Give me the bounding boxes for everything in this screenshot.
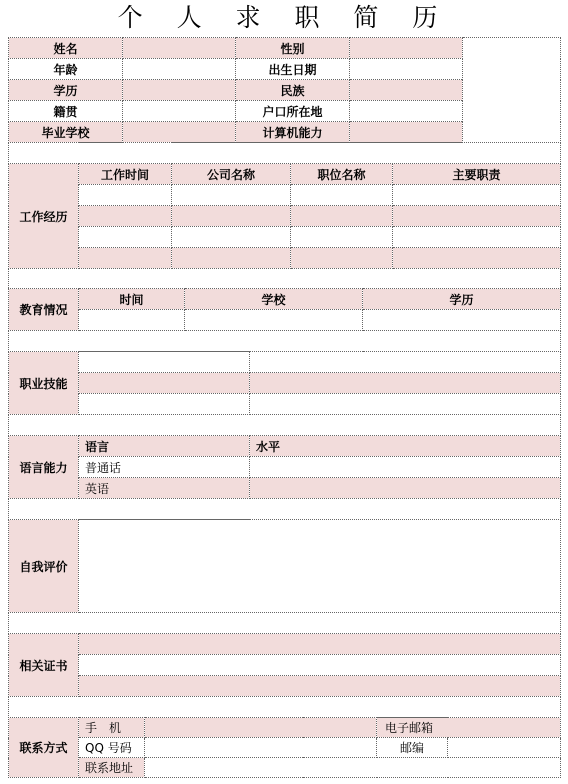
edu-section-label: 教育情况 bbox=[9, 289, 79, 331]
skill-cell[interactable] bbox=[79, 394, 250, 415]
spacer-row bbox=[9, 269, 561, 290]
skill-cell[interactable] bbox=[79, 373, 250, 394]
work-cell[interactable] bbox=[291, 206, 393, 227]
work-cell[interactable] bbox=[79, 185, 172, 206]
photo-cell[interactable] bbox=[463, 38, 561, 143]
address-value[interactable] bbox=[145, 758, 561, 778]
phone-label: 手 机 bbox=[79, 718, 145, 738]
edu-cell[interactable] bbox=[79, 310, 185, 331]
birth-value[interactable] bbox=[350, 59, 463, 80]
lang-header-language: 语言 bbox=[79, 436, 250, 457]
lang-english-level[interactable] bbox=[250, 478, 561, 499]
zip-label: 邮编 bbox=[377, 738, 448, 758]
gender-label: 性别 bbox=[236, 38, 350, 59]
spacer-row bbox=[9, 499, 561, 520]
school-value[interactable] bbox=[123, 122, 236, 143]
lang-header-level: 水平 bbox=[250, 436, 561, 457]
work-cell[interactable] bbox=[172, 248, 291, 269]
basic-info-table bbox=[8, 37, 561, 143]
lang-mandarin-level[interactable] bbox=[250, 457, 561, 478]
work-cell[interactable] bbox=[79, 227, 172, 248]
work-cell[interactable] bbox=[393, 185, 561, 206]
name-label: 姓名 bbox=[9, 38, 123, 59]
zip-value[interactable] bbox=[448, 738, 561, 758]
education-label: 学历 bbox=[9, 80, 123, 101]
skills-table bbox=[8, 351, 561, 436]
cert-cell[interactable] bbox=[79, 655, 561, 676]
spacer-row bbox=[9, 415, 561, 436]
phone-value[interactable] bbox=[145, 718, 377, 738]
lang-english: 英语 bbox=[79, 478, 250, 499]
spacer-row bbox=[9, 331, 561, 352]
age-value[interactable] bbox=[123, 59, 236, 80]
skill-cell[interactable] bbox=[79, 352, 250, 373]
self-section-label: 自我评价 bbox=[9, 520, 79, 613]
edu-cell[interactable] bbox=[363, 310, 561, 331]
qq-value[interactable] bbox=[145, 738, 377, 758]
work-cell[interactable] bbox=[172, 185, 291, 206]
computer-value[interactable] bbox=[350, 122, 463, 143]
work-header-time: 工作时间 bbox=[79, 164, 172, 185]
work-cell[interactable] bbox=[393, 227, 561, 248]
cert-cell[interactable] bbox=[79, 676, 561, 697]
gender-value[interactable] bbox=[350, 38, 463, 59]
spacer-row bbox=[9, 697, 561, 718]
work-header-duty: 主要职责 bbox=[393, 164, 561, 185]
edu-header-degree: 学历 bbox=[363, 289, 561, 310]
education-table bbox=[8, 288, 561, 352]
age-label: 年龄 bbox=[9, 59, 123, 80]
lang-section-label: 语言能力 bbox=[9, 436, 79, 499]
skill-cell[interactable] bbox=[250, 394, 561, 415]
work-cell[interactable] bbox=[172, 206, 291, 227]
work-cell[interactable] bbox=[79, 206, 172, 227]
school-label: 毕业学校 bbox=[9, 122, 123, 143]
birth-label: 出生日期 bbox=[236, 59, 350, 80]
work-cell[interactable] bbox=[79, 248, 172, 269]
spacer-row bbox=[9, 143, 561, 164]
name-value[interactable] bbox=[123, 38, 236, 59]
spacer-row bbox=[9, 613, 561, 634]
address-label: 联系地址 bbox=[79, 758, 145, 778]
ethnicity-label: 民族 bbox=[236, 80, 350, 101]
page-title: 个 人 求 职 简 历 bbox=[117, 3, 451, 32]
skill-cell[interactable] bbox=[250, 373, 561, 394]
contact-section-label: 联系方式 bbox=[9, 718, 79, 778]
language-table bbox=[8, 435, 561, 520]
skill-cell[interactable] bbox=[250, 352, 561, 373]
cert-section-label: 相关证书 bbox=[9, 634, 79, 697]
edu-header-school: 学校 bbox=[185, 289, 363, 310]
native-value[interactable] bbox=[123, 101, 236, 122]
work-cell[interactable] bbox=[172, 227, 291, 248]
hukou-label: 户口所在地 bbox=[236, 101, 350, 122]
self-evaluation-table bbox=[8, 519, 561, 634]
email-label: 电子邮箱 bbox=[377, 718, 561, 738]
edu-cell[interactable] bbox=[185, 310, 363, 331]
work-section-label: 工作经历 bbox=[9, 164, 79, 269]
native-label: 籍贯 bbox=[9, 101, 123, 122]
work-cell[interactable] bbox=[393, 248, 561, 269]
work-cell[interactable] bbox=[291, 185, 393, 206]
skills-section-label: 职业技能 bbox=[9, 352, 79, 415]
work-cell[interactable] bbox=[393, 206, 561, 227]
work-header-position: 职位名称 bbox=[291, 164, 393, 185]
edu-header-time: 时间 bbox=[79, 289, 185, 310]
certificates-table bbox=[8, 633, 561, 718]
work-cell[interactable] bbox=[291, 227, 393, 248]
hukou-value[interactable] bbox=[350, 101, 463, 122]
work-experience-table bbox=[8, 142, 561, 290]
self-evaluation-content[interactable] bbox=[79, 520, 561, 613]
computer-label: 计算机能力 bbox=[236, 122, 350, 143]
ethnicity-value[interactable] bbox=[350, 80, 463, 101]
education-value[interactable] bbox=[123, 80, 236, 101]
qq-label: QQ 号码 bbox=[79, 738, 145, 758]
cert-cell[interactable] bbox=[79, 634, 561, 655]
contact-table bbox=[8, 717, 561, 778]
work-cell[interactable] bbox=[291, 248, 393, 269]
work-header-company: 公司名称 bbox=[172, 164, 291, 185]
lang-mandarin: 普通话 bbox=[79, 457, 250, 478]
